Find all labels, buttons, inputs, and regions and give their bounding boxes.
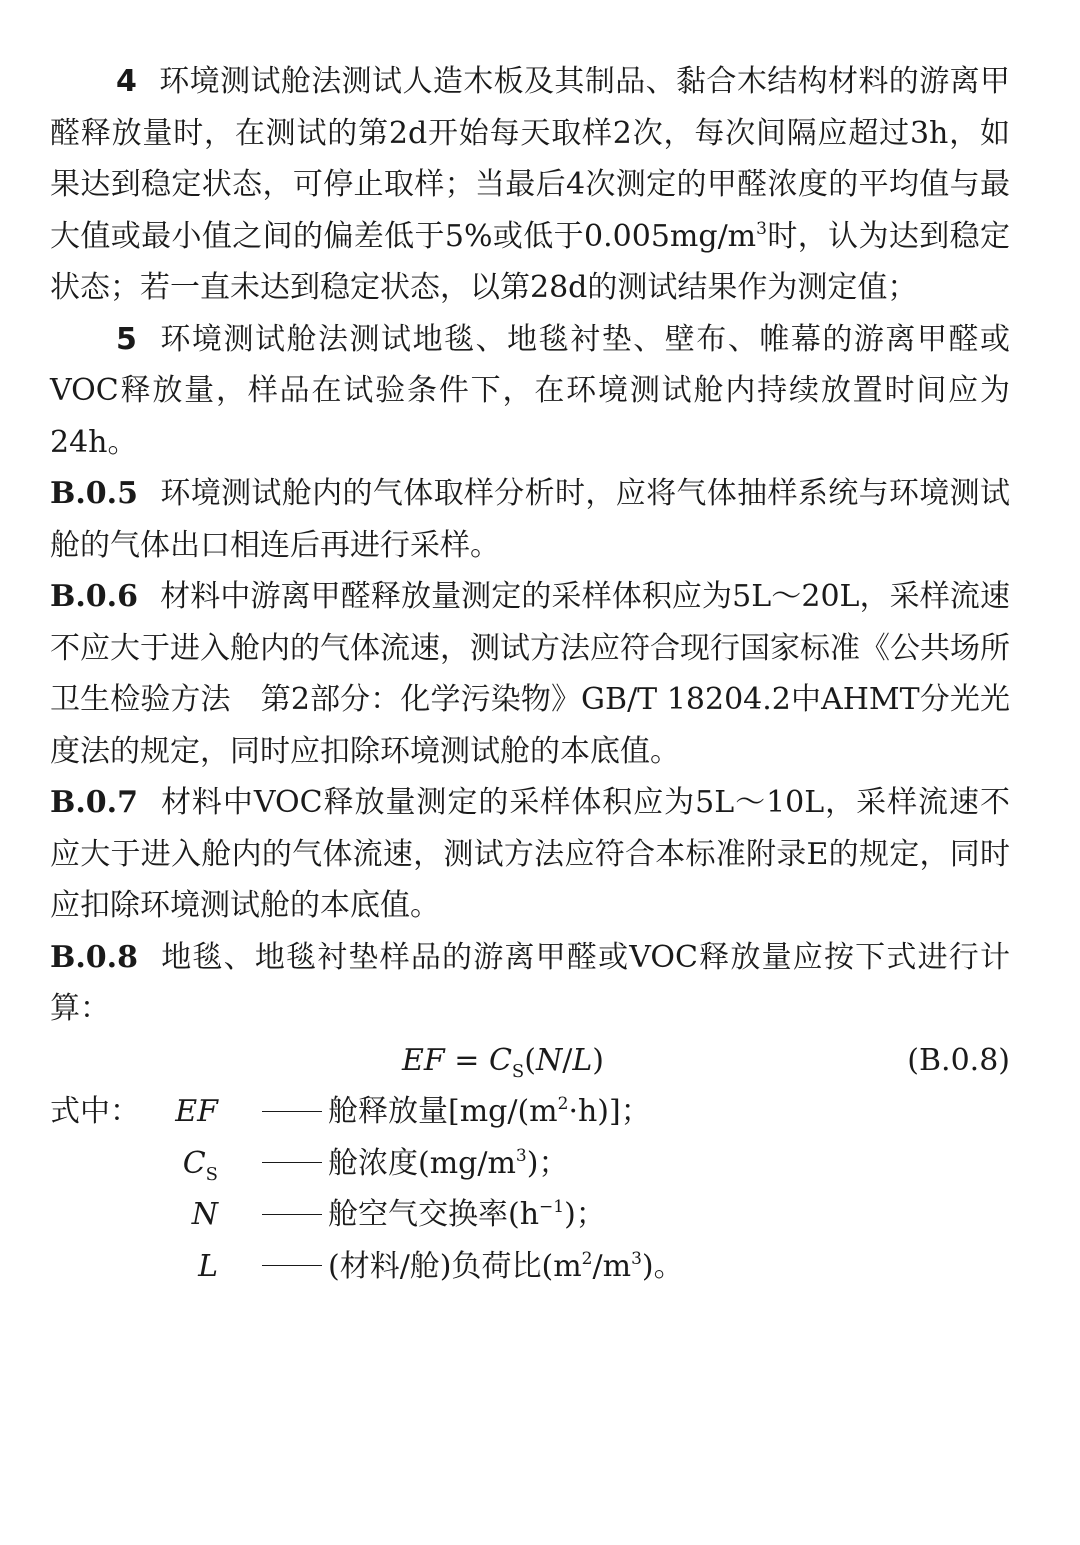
dash-separator — [262, 1214, 322, 1215]
superscript: 3 — [515, 1145, 527, 1166]
symbol: N — [191, 1197, 218, 1232]
where-prefix: 式中： — [50, 1094, 140, 1129]
desc-tail: ·h)]； — [568, 1094, 651, 1129]
clause-b05 — [50, 468, 1010, 571]
clause-number: B.0.6 — [50, 579, 138, 614]
symbol-row — [50, 1241, 1010, 1293]
symbol: L — [198, 1248, 218, 1284]
item-text-tail: 时，认为达到稳定状态；若一直未达到稳定状态，以第28d的测试结果作为测定值； — [50, 218, 1011, 305]
item-number: 5 — [116, 321, 137, 357]
clause-b08 — [50, 932, 1010, 1035]
clause-text: 材料中游离甲醛释放量测定的采样体积应为5L～20L，采样流速不应大于进入舱内的气体流速，测试方法应符合现行国家标准《公共场所卫生检验方法 第2部分：化学污染物》GB/T 18204.2中AHMT分光光度法的规定，同时应扣除环境测试舱的本底值。 — [50, 579, 1010, 769]
symbol-row — [50, 1138, 1010, 1190]
item-5 — [50, 314, 1010, 469]
superscript: 2 — [581, 1248, 593, 1269]
superscript: −1 — [539, 1197, 565, 1217]
formula-paren-close: ) — [592, 1042, 604, 1078]
item-text: 环境测试舱法测试人造木板及其制品、黏合木结构材料的游离甲醛释放量时，在测试的第2d开始每天取样2次，每次间隔应超过3h，如果达到稳定状态，可停止取样；当最后4次测定的甲醛浓度的平均值与最大值或最小值之间的偏差低于5%或低于0.005mg/m — [50, 64, 1010, 254]
clause-text: 环境测试舱内的气体取样分析时，应将气体抽样系统与环境测试舱的气体出口相连后再进行采样。 — [50, 476, 1010, 563]
superscript: 2 — [557, 1094, 569, 1114]
formula-paren-open: ( — [524, 1042, 536, 1078]
desc-text: (材料/舱)负荷比(m — [328, 1248, 582, 1284]
superscript: 3 — [756, 218, 767, 239]
dash-separator — [262, 1162, 322, 1163]
symbol-definitions — [50, 1086, 1010, 1292]
clause-text: 地毯、地毯衬垫样品的游离甲醛或VOC释放量应按下式进行计算： — [50, 939, 1010, 1026]
clause-number: B.0.8 — [50, 939, 138, 975]
formula-lhs: EF — [402, 1042, 445, 1078]
desc-tail: )； — [526, 1145, 569, 1181]
symbol-row — [50, 1189, 1010, 1241]
desc-tail: )。 — [641, 1248, 684, 1284]
formula-n: N — [535, 1042, 563, 1078]
symbol-description — [262, 1241, 684, 1293]
formula-tag: (B.0.8) — [907, 1042, 1010, 1078]
clause-b07 — [50, 777, 1010, 932]
formula-slash: / — [562, 1042, 573, 1078]
desc-text: 舱浓度(mg/m — [328, 1145, 516, 1181]
clause-number: B.0.5 — [50, 476, 138, 511]
superscript: 3 — [631, 1248, 642, 1269]
item-number: 4 — [116, 64, 137, 99]
dash-separator — [262, 1111, 322, 1112]
symbol-description — [262, 1189, 606, 1241]
clause-b06 — [50, 571, 1010, 777]
formula-c: C — [488, 1042, 512, 1078]
symbol-row — [50, 1086, 1010, 1138]
formula-equals: = — [444, 1042, 489, 1078]
clause-text: 材料中VOC释放量测定的采样体积应为5L～10L，采样流速不应大于进入舱内的气体流速，测试方法应符合本标准附录E的规定，同时应扣除环境测试舱的本底值。 — [50, 785, 1010, 923]
document-page — [50, 56, 1010, 1292]
symbol-description — [262, 1138, 568, 1190]
item-text: 环境测试舱法测试地毯、地毯衬垫、壁布、帷幕的游离甲醛或VOC释放量，样品在试验条件下，在环境测试舱内持续放置时间应为24h。 — [50, 321, 1010, 460]
item-4 — [50, 56, 1010, 314]
desc-text: 舱空气交换率(h — [328, 1197, 540, 1232]
symbol: EF — [175, 1094, 218, 1129]
desc-text: 舱释放量[mg/(m — [328, 1094, 558, 1129]
symbol-main: C — [182, 1145, 206, 1181]
symbol-subscript: S — [205, 1163, 218, 1185]
desc-tail: )； — [564, 1197, 606, 1232]
formula-line — [50, 1035, 1010, 1087]
symbol-description — [262, 1086, 651, 1138]
desc-mid: /m — [592, 1248, 632, 1284]
clause-number: B.0.7 — [50, 785, 138, 820]
formula-subscript: S — [511, 1060, 525, 1082]
dash-separator — [262, 1265, 322, 1266]
formula-l: L — [572, 1042, 593, 1078]
